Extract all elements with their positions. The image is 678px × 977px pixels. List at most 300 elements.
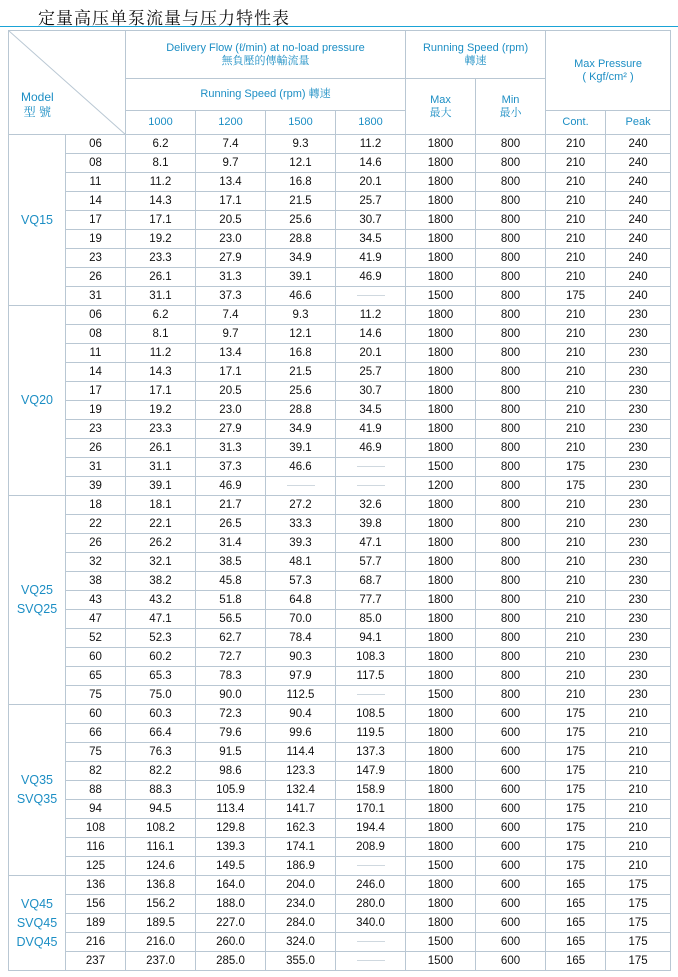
cont-pressure-cell: 175 [546,458,606,477]
flow-1000-cell: 216.0 [126,933,196,952]
size-cell: 43 [66,591,126,610]
table-row [9,933,671,952]
flow-1500-cell: 78.4 [266,629,336,648]
flow-1500-cell: 28.8 [266,230,336,249]
flow-1200-cell: 26.5 [196,515,266,534]
delivery-flow-header [126,31,406,79]
flow-1800-cell: 14.6 [336,154,406,173]
size-cell: 22 [66,515,126,534]
flow-1200-cell: 20.5 [196,382,266,401]
empty-dash [357,485,385,486]
spec-table [8,30,671,971]
min-speed-cell: 600 [476,819,546,838]
peak-pressure-cell: 175 [606,914,671,933]
table-row [9,268,671,287]
peak-pressure-cell: 230 [606,325,671,344]
flow-1000-cell: 76.3 [126,743,196,762]
max-speed-cell: 1800 [406,705,476,724]
flow-1000-cell: 136.8 [126,876,196,895]
min-speed-cell: 800 [476,135,546,154]
min-speed-cell: 800 [476,534,546,553]
flow-1500-cell: 21.5 [266,363,336,382]
peak-pressure-cell: 210 [606,724,671,743]
peak-pressure-cell: 240 [606,154,671,173]
min-speed-cell: 800 [476,515,546,534]
flow-1800-cell: 94.1 [336,629,406,648]
max-speed-cell: 1800 [406,743,476,762]
flow-1000-cell: 6.2 [126,306,196,325]
peak-pressure-cell: 240 [606,268,671,287]
cont-pressure-cell: 210 [546,344,606,363]
peak-pressure-cell: 240 [606,230,671,249]
peak-pressure-cell: 175 [606,952,671,971]
table-row [9,363,671,382]
flow-1500-cell: 114.4 [266,743,336,762]
peak-pressure-cell: 230 [606,439,671,458]
table-row [9,800,671,819]
flow-1200-cell: 23.0 [196,401,266,420]
flow-1000-cell: 26.2 [126,534,196,553]
flow-1800-cell [336,857,406,876]
size-cell: 94 [66,800,126,819]
peak-pressure-cell: 240 [606,135,671,154]
model-group-cell [9,705,66,876]
flow-1200-cell: 37.3 [196,287,266,306]
min-speed-cell: 800 [476,268,546,287]
flow-1000-cell: 14.3 [126,192,196,211]
flow-1000-cell: 52.3 [126,629,196,648]
flow-1800-cell: 47.1 [336,534,406,553]
table-row [9,553,671,572]
peak-pressure-cell: 230 [606,420,671,439]
flow-1200-cell: 9.7 [196,325,266,344]
table-row [9,515,671,534]
flow-1500-cell: 39.1 [266,439,336,458]
min-speed-cell: 800 [476,382,546,401]
flow-1000-cell: 88.3 [126,781,196,800]
table-row [9,952,671,971]
flow-1200-cell: 31.4 [196,534,266,553]
max-speed-cell: 1800 [406,249,476,268]
size-cell: 19 [66,401,126,420]
max-speed-cell: 1800 [406,496,476,515]
flow-1200-cell: 45.8 [196,572,266,591]
page-title: 定量高压单泵流量与压力特性表 [38,9,290,29]
size-cell: 75 [66,686,126,705]
table-row [9,401,671,420]
flow-1500-cell: 324.0 [266,933,336,952]
flow-1000-cell: 82.2 [126,762,196,781]
size-cell: 156 [66,895,126,914]
max-pressure-en: Max Pressure [574,57,642,70]
cont-pressure-cell: 175 [546,819,606,838]
table-row [9,705,671,724]
cont-pressure-cell: 175 [546,724,606,743]
peak-pressure-cell: 210 [606,857,671,876]
flow-1000-cell: 6.2 [126,135,196,154]
max-speed-cell: 1800 [406,591,476,610]
flow-1200-cell: 51.8 [196,591,266,610]
max-speed-cell: 1800 [406,135,476,154]
flow-1800-cell: 41.9 [336,249,406,268]
flow-1200-cell: 31.3 [196,268,266,287]
flow-1500-cell: 48.1 [266,553,336,572]
flow-1000-cell: 189.5 [126,914,196,933]
flow-1500-cell: 97.9 [266,667,336,686]
flow-1800-cell: 108.3 [336,648,406,667]
flow-1500-cell: 16.8 [266,173,336,192]
flow-1500-cell: 34.9 [266,420,336,439]
flow-1500-cell: 90.3 [266,648,336,667]
table-row [9,496,671,515]
max-speed-cell: 1800 [406,629,476,648]
flow-1500-cell: 132.4 [266,781,336,800]
flow-1800-cell: 280.0 [336,895,406,914]
running-speed-cn: 轉速 [464,54,487,67]
flow-1800-cell [336,952,406,971]
flow-1800-cell: 158.9 [336,781,406,800]
flow-1800-cell [336,287,406,306]
size-cell: 125 [66,857,126,876]
flow-1200-cell: 37.3 [196,458,266,477]
flow-1800-cell: 194.4 [336,819,406,838]
cont-pressure-cell: 210 [546,572,606,591]
model-name: VQ25 [21,583,53,597]
flow-1500-cell: 25.6 [266,211,336,230]
size-cell: 82 [66,762,126,781]
flow-1200-cell: 20.5 [196,211,266,230]
size-cell: 26 [66,439,126,458]
flow-1200-cell: 260.0 [196,933,266,952]
min-speed-cn: 最小 [499,106,522,119]
table-row [9,648,671,667]
size-cell: 108 [66,819,126,838]
cont-pressure-cell: 175 [546,781,606,800]
flow-1000-cell: 47.1 [126,610,196,629]
flow-1000-cell: 60.3 [126,705,196,724]
size-cell: 39 [66,477,126,496]
table-row [9,154,671,173]
flow-1200-cell: 7.4 [196,306,266,325]
cont-pressure-cell: 210 [546,439,606,458]
cont-pressure-cell: 165 [546,876,606,895]
flow-1800-cell: 39.8 [336,515,406,534]
max-speed-cell: 1800 [406,230,476,249]
cont-pressure-cell: 210 [546,192,606,211]
size-cell: 17 [66,382,126,401]
flow-1500-cell: 34.9 [266,249,336,268]
flow-1000-cell: 124.6 [126,857,196,876]
table-header [9,31,671,135]
cont-pressure-cell: 210 [546,534,606,553]
flow-1800-cell: 170.1 [336,800,406,819]
peak-pressure-cell: 240 [606,249,671,268]
running-speed-header [406,31,546,79]
flow-1800-cell: 34.5 [336,230,406,249]
peak-pressure-cell: 230 [606,401,671,420]
flow-1000-cell: 65.3 [126,667,196,686]
cont-pressure-cell: 210 [546,382,606,401]
flow-1000-cell: 18.1 [126,496,196,515]
peak-pressure-cell: 230 [606,515,671,534]
flow-1500-cell: 12.1 [266,325,336,344]
table-row [9,211,671,230]
peak-pressure-cell: 240 [606,173,671,192]
min-speed-cell: 800 [476,401,546,420]
min-speed-cell: 800 [476,458,546,477]
table-row [9,876,671,895]
max-speed-cell: 1800 [406,648,476,667]
flow-1800-cell: 20.1 [336,344,406,363]
flow-1000-cell: 23.3 [126,249,196,268]
cont-pressure-cell: 210 [546,268,606,287]
peak-pressure-cell: 230 [606,667,671,686]
speed-1000-header: 1000 [126,111,196,135]
size-cell: 18 [66,496,126,515]
model-name: SVQ45 [16,915,58,930]
flow-1000-cell: 39.1 [126,477,196,496]
flow-1800-cell [336,477,406,496]
flow-1800-cell: 246.0 [336,876,406,895]
table-row [9,420,671,439]
flow-1800-cell: 32.6 [336,496,406,515]
max-speed-cn: 最大 [429,106,452,119]
flow-1200-cell: 23.0 [196,230,266,249]
max-speed-cell: 1800 [406,268,476,287]
cont-pressure-cell: 210 [546,553,606,572]
flow-1000-cell: 11.2 [126,173,196,192]
max-speed-cell: 1800 [406,154,476,173]
max-speed-cell: 1500 [406,458,476,477]
table-row [9,724,671,743]
size-cell: 60 [66,705,126,724]
table-row [9,344,671,363]
table-row [9,857,671,876]
flow-1000-cell: 94.5 [126,800,196,819]
max-pressure-unit: ( Kgf/cm² ) [582,70,634,83]
cont-pressure-cell: 210 [546,363,606,382]
flow-1500-cell: 25.6 [266,382,336,401]
flow-1800-cell: 41.9 [336,420,406,439]
size-cell: 38 [66,572,126,591]
flow-1200-cell: 285.0 [196,952,266,971]
flow-1500-cell [266,477,336,496]
min-speed-cell: 800 [476,439,546,458]
max-speed-cell: 1800 [406,800,476,819]
title-bar [0,0,678,28]
flow-1200-cell: 164.0 [196,876,266,895]
min-speed-cell: 800 [476,420,546,439]
size-cell: 23 [66,420,126,439]
min-speed-cell: 600 [476,857,546,876]
cont-pressure-cell: 175 [546,477,606,496]
flow-1000-cell: 22.1 [126,515,196,534]
empty-dash [357,941,385,942]
peak-pressure-cell: 175 [606,876,671,895]
peak-pressure-cell: 230 [606,458,671,477]
peak-pressure-cell: 230 [606,629,671,648]
min-speed-cell: 800 [476,667,546,686]
size-cell: 08 [66,154,126,173]
min-speed-cell: 600 [476,933,546,952]
cont-pressure-cell: 175 [546,857,606,876]
flow-1500-cell: 234.0 [266,895,336,914]
table-wrapper [8,30,670,971]
flow-1000-cell: 17.1 [126,382,196,401]
flow-1200-cell: 188.0 [196,895,266,914]
min-speed-cell: 600 [476,762,546,781]
flow-1200-cell: 62.7 [196,629,266,648]
table-row [9,230,671,249]
min-speed-cell: 600 [476,895,546,914]
min-speed-cell: 800 [476,572,546,591]
speed-1800-header: 1800 [336,111,406,135]
max-speed-cell: 1800 [406,895,476,914]
table-row [9,249,671,268]
min-speed-cell: 800 [476,610,546,629]
flow-1800-cell [336,933,406,952]
size-cell: 14 [66,363,126,382]
flow-1200-cell: 78.3 [196,667,266,686]
table-row [9,591,671,610]
size-cell: 11 [66,344,126,363]
flow-1200-cell: 98.6 [196,762,266,781]
cont-pressure-cell: 210 [546,154,606,173]
flow-1000-cell: 31.1 [126,458,196,477]
size-cell: 08 [66,325,126,344]
flow-1000-cell: 26.1 [126,439,196,458]
flow-1200-cell: 46.9 [196,477,266,496]
peak-pressure-cell: 210 [606,819,671,838]
min-speed-cell: 800 [476,325,546,344]
empty-dash [357,466,385,467]
size-cell: 52 [66,629,126,648]
flow-1800-cell: 30.7 [336,382,406,401]
size-cell: 60 [66,648,126,667]
peak-pressure-cell: 175 [606,933,671,952]
max-speed-cell: 1500 [406,952,476,971]
flow-1200-cell: 105.9 [196,781,266,800]
flow-1800-cell [336,458,406,477]
flow-1200-cell: 149.5 [196,857,266,876]
size-cell: 19 [66,230,126,249]
flow-1200-cell: 9.7 [196,154,266,173]
min-speed-cell: 800 [476,230,546,249]
flow-1800-cell: 147.9 [336,762,406,781]
flow-1200-cell: 90.0 [196,686,266,705]
max-speed-cell: 1500 [406,287,476,306]
flow-1500-cell: 57.3 [266,572,336,591]
max-speed-cell: 1800 [406,724,476,743]
peak-pressure-cell: 210 [606,800,671,819]
peak-pressure-cell: 240 [606,211,671,230]
flow-1200-cell: 56.5 [196,610,266,629]
flow-1000-cell: 75.0 [126,686,196,705]
table-row [9,192,671,211]
size-cell: 26 [66,268,126,287]
peak-pressure-cell: 230 [606,648,671,667]
max-speed-cell: 1800 [406,876,476,895]
flow-1000-cell: 43.2 [126,591,196,610]
table-row [9,838,671,857]
flow-1800-cell: 20.1 [336,173,406,192]
size-cell: 237 [66,952,126,971]
flow-1500-cell: 99.6 [266,724,336,743]
flow-1200-cell: 79.6 [196,724,266,743]
min-speed-cell: 800 [476,287,546,306]
max-speed-cell: 1500 [406,933,476,952]
flow-1000-cell: 11.2 [126,344,196,363]
min-speed-cell: 800 [476,686,546,705]
table-row [9,382,671,401]
size-cell: 17 [66,211,126,230]
cont-pressure-cell: 165 [546,933,606,952]
flow-1200-cell: 13.4 [196,173,266,192]
peak-pressure-cell: 230 [606,344,671,363]
min-speed-cell: 800 [476,192,546,211]
peak-pressure-cell: 240 [606,192,671,211]
table-row [9,686,671,705]
max-speed-cell: 1800 [406,363,476,382]
min-speed-cell: 800 [476,496,546,515]
min-speed-cell: 800 [476,363,546,382]
max-speed-cell: 1800 [406,401,476,420]
flow-1800-cell: 85.0 [336,610,406,629]
min-speed-cell: 800 [476,306,546,325]
cont-pressure-cell: 210 [546,230,606,249]
flow-1200-cell: 139.3 [196,838,266,857]
cont-pressure-cell: 210 [546,135,606,154]
flow-1500-cell: 39.3 [266,534,336,553]
size-cell: 136 [66,876,126,895]
min-speed-cell: 600 [476,800,546,819]
flow-1500-cell: 70.0 [266,610,336,629]
size-cell: 65 [66,667,126,686]
peak-pressure-cell: 210 [606,705,671,724]
max-speed-cell: 1800 [406,667,476,686]
cont-pressure-cell: 210 [546,629,606,648]
cont-pressure-cell: 175 [546,743,606,762]
cont-pressure-cell: 165 [546,914,606,933]
max-speed-header [406,79,476,135]
max-speed-cell: 1500 [406,686,476,705]
peak-pressure-cell: 210 [606,781,671,800]
peak-header: Peak [606,111,671,135]
flow-1500-cell: 33.3 [266,515,336,534]
flow-1500-cell: 64.8 [266,591,336,610]
cont-pressure-cell: 175 [546,762,606,781]
max-speed-cell: 1800 [406,762,476,781]
peak-pressure-cell: 210 [606,743,671,762]
peak-pressure-cell: 230 [606,534,671,553]
model-name: VQ35 [21,773,53,787]
flow-1200-cell: 72.3 [196,705,266,724]
flow-1000-cell: 237.0 [126,952,196,971]
max-speed-cell: 1800 [406,325,476,344]
table-row [9,629,671,648]
min-speed-cell: 800 [476,173,546,192]
model-name: VQ15 [21,212,53,227]
flow-1500-cell: 27.2 [266,496,336,515]
flow-1800-cell: 25.7 [336,363,406,382]
model-group-cell [9,306,66,496]
model-header-label [21,90,54,120]
flow-1500-cell: 9.3 [266,306,336,325]
max-speed-cell: 1800 [406,439,476,458]
flow-1000-cell: 38.2 [126,572,196,591]
flow-1800-cell: 119.5 [336,724,406,743]
flow-1200-cell: 27.9 [196,420,266,439]
